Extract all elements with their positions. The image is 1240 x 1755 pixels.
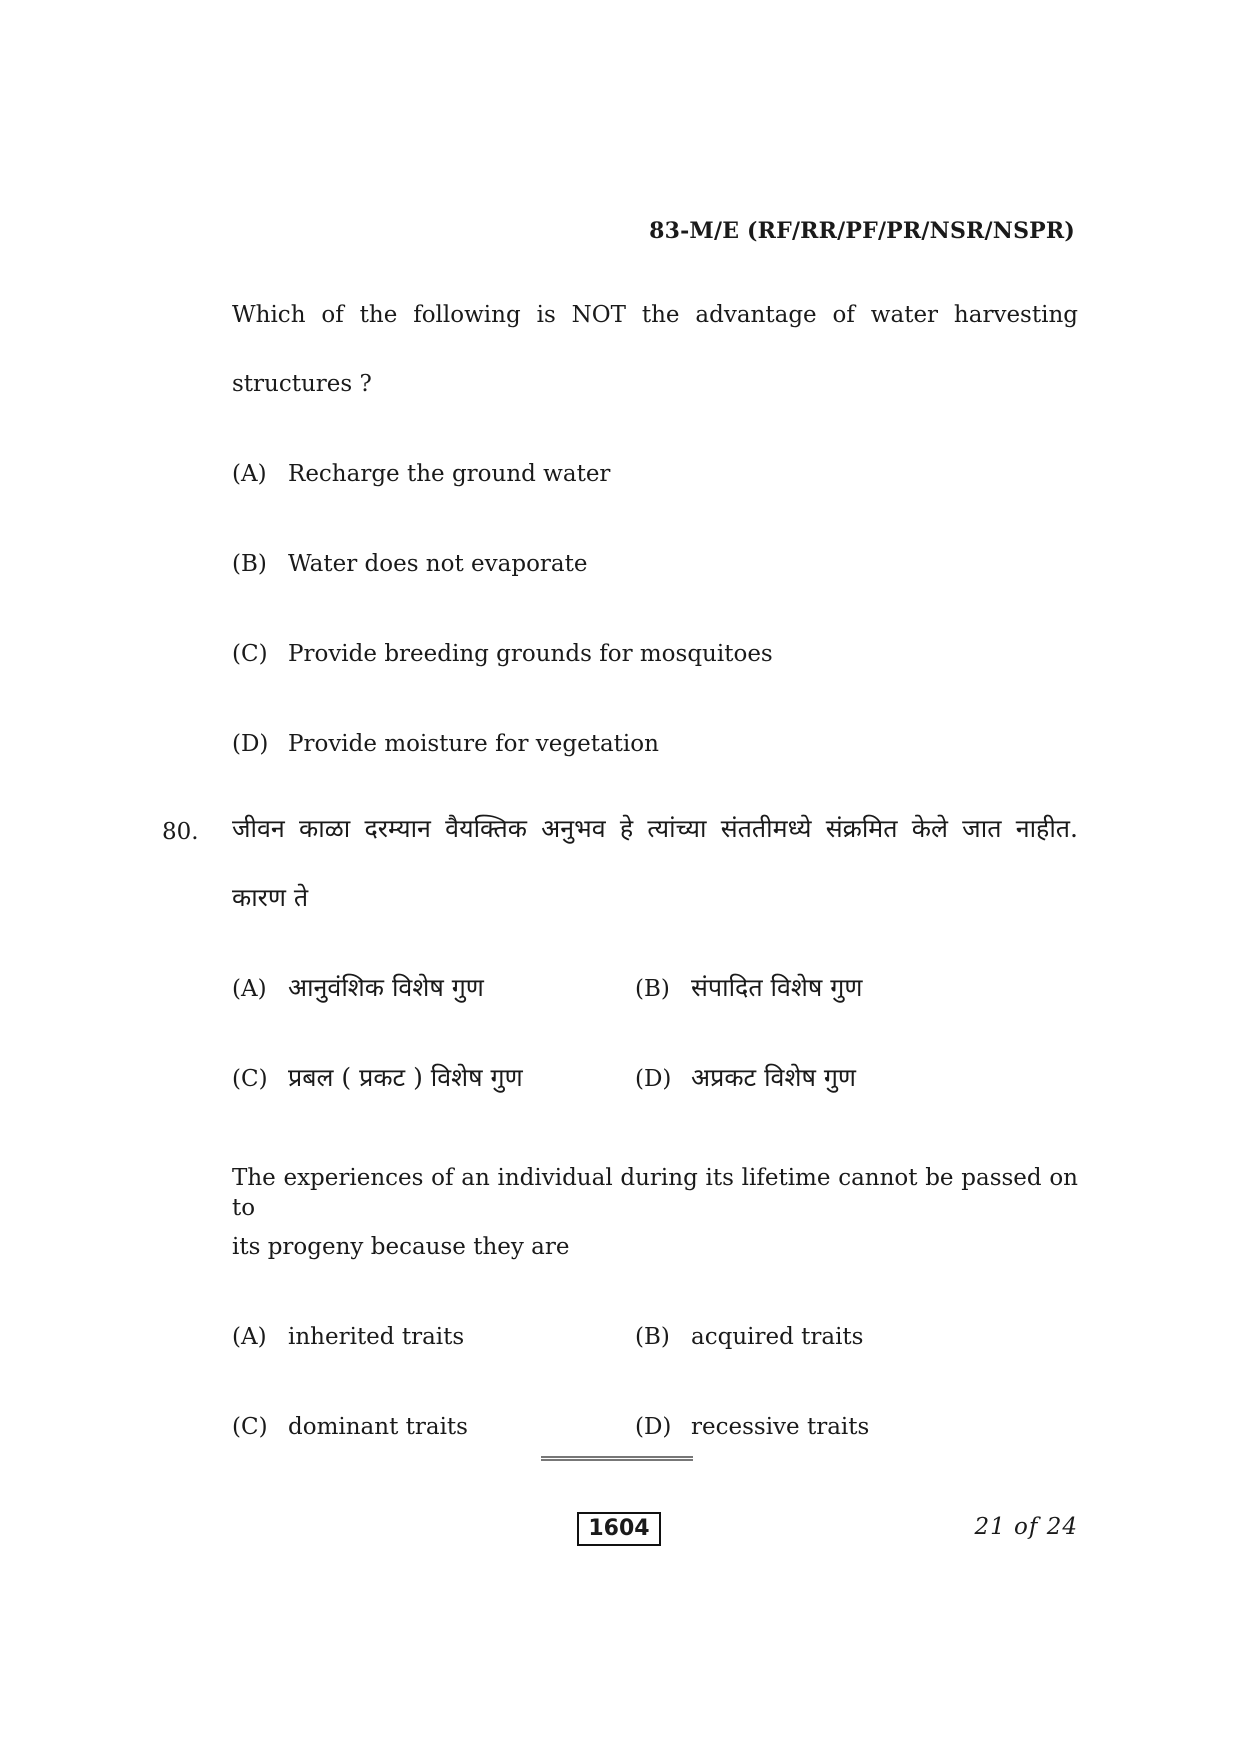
option-label: (A): [232, 976, 267, 1002]
q80-english-line2: its progeny because they are: [232, 1234, 570, 1260]
option-label: (C): [232, 1414, 268, 1440]
q80-marathi-option-c: [232, 1063, 523, 1094]
option-text: dominant traits: [288, 1414, 468, 1440]
option-label: (D): [635, 1066, 672, 1092]
option-text: acquired traits: [691, 1324, 864, 1350]
option-label: (A): [232, 461, 267, 487]
q79-option-b: [232, 549, 587, 579]
q80-english-line1: The experiences of an individual during its lifetime cannot be passed on to: [232, 1165, 1078, 1221]
q80-marathi-option-a: [232, 973, 484, 1004]
q79-option-c: [232, 639, 773, 669]
option-label: (B): [635, 976, 670, 1002]
q79-option-d: [232, 729, 659, 759]
option-label: (C): [232, 641, 268, 667]
page-number: 21 of 24: [974, 1514, 1078, 1540]
option-label: (B): [635, 1324, 670, 1350]
option-label: (C): [232, 1066, 268, 1092]
option-text: Water does not evaporate: [288, 551, 588, 577]
option-label: (B): [232, 551, 267, 577]
option-text: Recharge the ground water: [288, 461, 611, 487]
option-text: अप्रकट विशेष गुण: [691, 1063, 856, 1092]
q79-option-a: [232, 459, 610, 489]
option-text: प्रबल ( प्रकट ) विशेष गुण: [288, 1063, 523, 1092]
end-of-section-rule: [541, 1456, 693, 1461]
option-text: inherited traits: [288, 1324, 465, 1350]
option-text: Provide moisture for vegetation: [288, 731, 659, 757]
q80-english-option-a: [232, 1322, 464, 1352]
q79-question-line2: structures ?: [232, 371, 372, 397]
q80-english-option-c: [232, 1412, 468, 1442]
q80-marathi-option-b: [635, 973, 862, 1004]
question-number-80: 80.: [162, 819, 199, 845]
q80-marathi-line2: कारण ते: [232, 883, 309, 912]
q80-english-option-b: [635, 1322, 863, 1352]
q80-marathi-line1: जीवन काळा दरम्यान वैयक्तिक अनुभव हे त्यांच्या संततीमध्ये संक्रमित केले जात नाहीत.: [232, 814, 1078, 843]
q80-marathi-option-d: [635, 1063, 856, 1094]
option-label: (A): [232, 1324, 267, 1350]
option-text: संपादित विशेष गुण: [691, 973, 863, 1002]
booklet-code-box: 1604: [577, 1512, 661, 1546]
option-label: (D): [635, 1414, 672, 1440]
q80-english-option-d: [635, 1412, 869, 1442]
q79-question-line1: Which of the following is NOT the advantage of water harvesting: [232, 302, 1078, 328]
option-text: Provide breeding grounds for mosquitoes: [288, 641, 773, 667]
option-label: (D): [232, 731, 269, 757]
option-text: आनुवंशिक विशेष गुण: [288, 973, 484, 1002]
paper-code: 83-M/E (RF/RR/PF/PR/NSR/NSPR): [649, 218, 1075, 244]
option-text: recessive traits: [691, 1414, 870, 1440]
